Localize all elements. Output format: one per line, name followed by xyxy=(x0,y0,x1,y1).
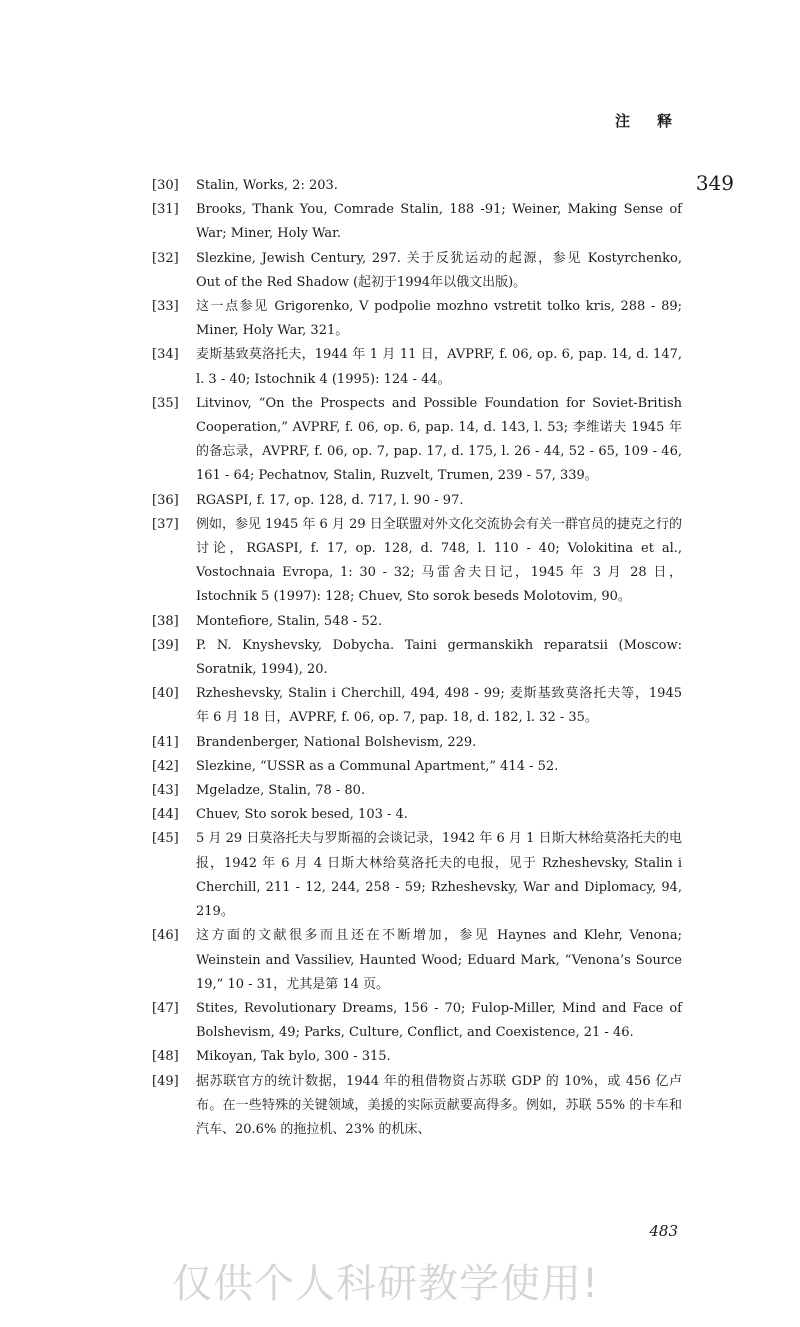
note-text: RGASPI, f. 17, op. 128, d. 717, l. 90 - 97. xyxy=(196,492,464,508)
note-text: 麦斯基致莫洛托夫，1944 年 1 月 11 日，AVPRF, f. 06, op. 6, pap. 14, d. 147, l. 3 - 40; Istochnik 4 (1995): 124 - 44。 xyxy=(196,347,682,387)
note-item xyxy=(152,779,682,803)
note-item xyxy=(152,174,682,198)
note-item xyxy=(152,513,682,610)
note-item xyxy=(152,198,682,246)
note-number: [38] xyxy=(152,613,179,629)
side-page-number: 349 xyxy=(695,171,734,195)
watermark: 仅供个人科研教学使用! xyxy=(172,1261,600,1307)
note-number: [32] xyxy=(152,250,179,266)
note-item xyxy=(152,997,682,1045)
notes-list xyxy=(152,174,682,1142)
note-item xyxy=(152,803,682,827)
page-number: 483 xyxy=(649,1222,678,1240)
note-text: 这一点参见 Grigorenko, V podpolie mozhno vstretit tolko kris, 288 - 89; Miner, Holy War, 321。 xyxy=(196,299,682,339)
note-number: [39] xyxy=(152,637,179,653)
note-item xyxy=(152,924,682,997)
note-number: [42] xyxy=(152,758,179,774)
note-text: Brooks, Thank You, Comrade Stalin, 188 -91; Weiner, Making Sense of War; Miner, Holy War. xyxy=(196,202,682,242)
note-number: [47] xyxy=(152,1000,179,1016)
note-text: Brandenberger, National Bolshevism, 229. xyxy=(196,734,477,750)
note-number: [41] xyxy=(152,734,179,750)
note-item xyxy=(152,731,682,755)
note-item xyxy=(152,295,682,343)
note-item xyxy=(152,634,682,682)
note-number: [34] xyxy=(152,347,179,363)
note-number: [49] xyxy=(152,1073,179,1089)
note-text: Rzheshevsky, Stalin i Cherchill, 494, 498 - 99; 麦斯基致莫洛托夫等，1945 年 6 月 18 日，AVPRF, f. 06, op. 7, pap. 18, d. 182, l. 32 - 35。 xyxy=(196,686,682,726)
note-text: P. N. Knyshevsky, Dobycha. Taini germanskikh reparatsii (Moscow: Soratnik, 1994), 20. xyxy=(196,637,682,678)
note-number: [48] xyxy=(152,1049,179,1065)
note-number: [43] xyxy=(152,783,179,799)
note-text: Slezkine, “USSR as a Communal Apartment,” 414 - 52. xyxy=(196,758,559,774)
note-item xyxy=(152,343,682,391)
note-number: [45] xyxy=(152,831,179,847)
note-text: Mikoyan, Tak bylo, 300 - 315. xyxy=(196,1049,391,1065)
note-number: [36] xyxy=(152,492,179,508)
note-text: 据苏联官方的统计数据，1944 年的租借物资占苏联 GDP 的 10%，或 456 亿卢布。在一些特殊的关键领域，美援的实际贡献要高得多。例如，苏联 55% 的卡车和汽车、20.6% 的拖拉机、23% 的机床、 xyxy=(196,1073,682,1137)
note-text: 这方面的文献很多而且还在不断增加，参见 Haynes and Klehr, Venona; Weinstein and Vassiliev, Haunted Wood; Eduard Mark, “Venona’s Source 19,” 10 - 31，尤其是第 14 页。 xyxy=(196,928,682,992)
note-item xyxy=(152,392,682,489)
note-number: [30] xyxy=(152,178,179,193)
note-number: [35] xyxy=(152,395,179,411)
note-number: [33] xyxy=(152,299,179,315)
note-text: Stites, Revolutionary Dreams, 156 - 70; Fulop-Miller, Mind and Face of Bolshevism, 49; Parks, Culture, Conflict, and Coexistence, 21 - 46. xyxy=(196,1000,682,1041)
note-number: [46] xyxy=(152,928,179,944)
note-text: 5 月 29 日莫洛托夫与罗斯福的会谈记录，1942 年 6 月 1 日斯大林给莫洛托夫的电报，1942 年 6 月 4 日斯大林给莫洛托夫的电报，见于 Rzheshevsky, Stalin i Cherchill, 211 - 12, 244, 258 - 59; Rzheshevsky, War and Diplomacy, 94, 219。 xyxy=(196,831,682,920)
note-number: [44] xyxy=(152,807,179,823)
note-item xyxy=(152,1045,682,1069)
note-number: [37] xyxy=(152,516,179,532)
note-item xyxy=(152,247,682,295)
note-item xyxy=(152,610,682,634)
note-item xyxy=(152,827,682,924)
note-text: Litvinov, “On the Prospects and Possible Foundation for Soviet-British Cooperation,” AVPRF, f. 06, op. 6, pap. 14, d. 143, l. 53; 李维诺夫 1945 年的备忘录，AVPRF, f. 06, op. 7, pap. 17, d. 175, l. 26 - 44, 52 - 65, 109 - 46, 161 - 64; Pechatnov, Stalin, Ruzvelt, Trumen, 239 - 57, 339。 xyxy=(196,395,682,484)
note-text: Montefiore, Stalin, 548 - 52. xyxy=(196,613,383,629)
note-text: Slezkine, Jewish Century, 297. 关于反犹运动的起源，参见 Kostyrchenko, Out of the Red Shadow (起初于1994年以俄文出版)。 xyxy=(196,250,682,290)
note-item xyxy=(152,682,682,730)
note-text: Stalin, Works, 2: 203. xyxy=(196,178,338,193)
note-text: 例如，参见 1945 年 6 月 29 日全联盟对外文化交流协会有关一群官员的捷克之行的讨论，RGASPI, f. 17, op. 128, d. 748, l. 110 - 40; Volokitina et al., Vostochnaia Evropa, 1: 30 - 32; 马雷舍夫日记，1945 年 3 月 28 日，Istochnik 5 (1997): 128; Chuev, Sto sorok beseds Molotovim, 90。 xyxy=(196,516,682,605)
note-item xyxy=(152,489,682,513)
note-item xyxy=(152,1070,682,1143)
note-number: [40] xyxy=(152,686,179,702)
note-number: [31] xyxy=(152,202,179,218)
note-item xyxy=(152,755,682,779)
note-text: Mgeladze, Stalin, 78 - 80. xyxy=(196,783,366,799)
note-text: Chuev, Sto sorok besed, 103 - 4. xyxy=(196,807,408,823)
running-header: 注 释 xyxy=(614,112,678,130)
